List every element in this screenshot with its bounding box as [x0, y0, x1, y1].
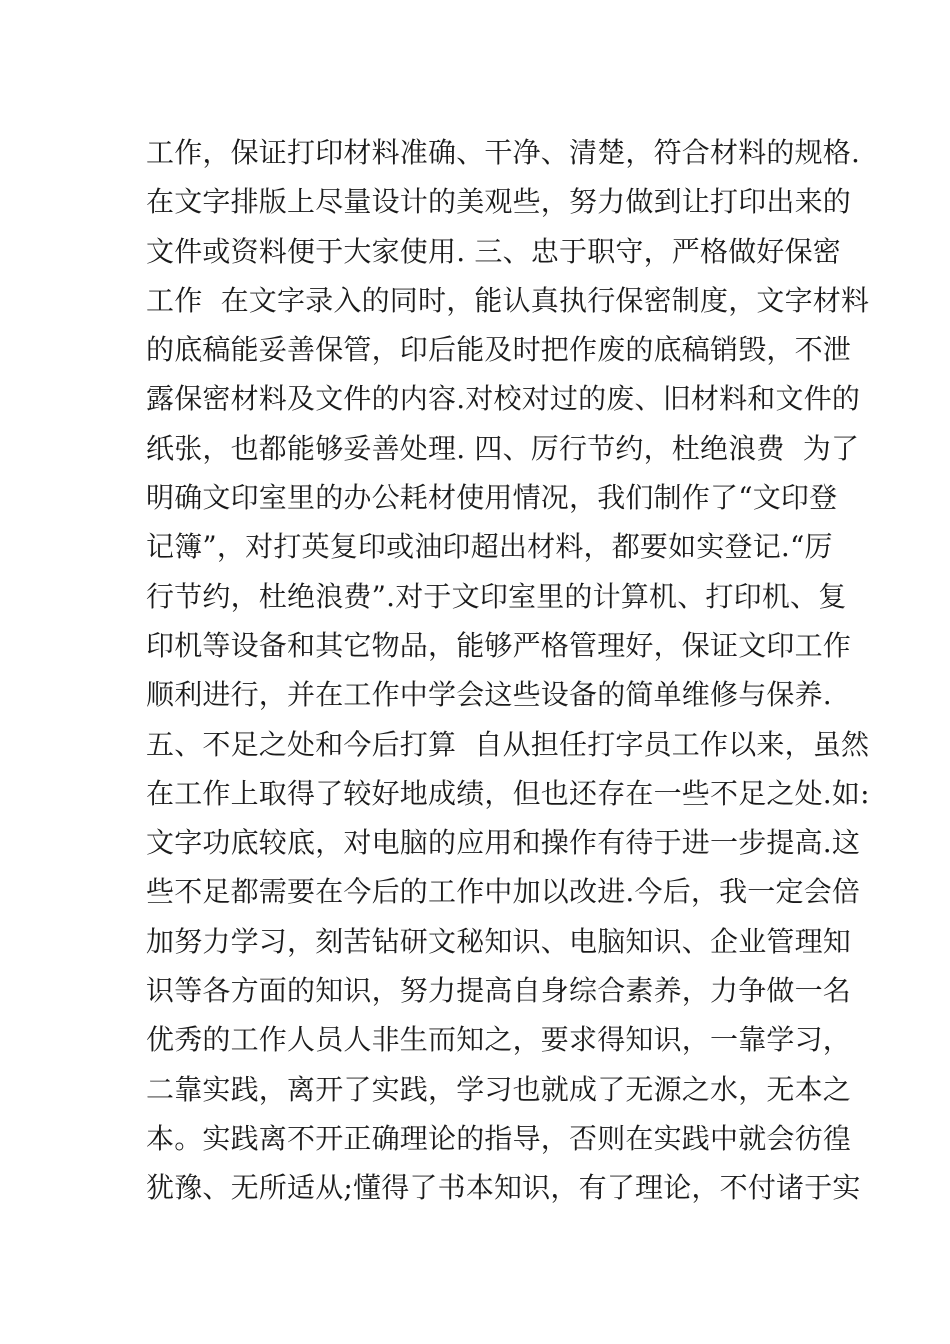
text-line: 工作，保证打印材料准确、干净、清楚，符合材料的规格. — [146, 136, 861, 169]
text-line: 文字功底较底，对电脑的应用和操作有待于进一步提高.这 — [146, 826, 861, 860]
text-line: 识等各方面的知识，努力提高自身综合素养，力争做一名 — [146, 974, 852, 1008]
text-line: 二靠实践，离开了实践，学习也就成了无源之水，无本之 — [146, 1072, 852, 1106]
text-line: 行节约，杜绝浪费”.对于文印室里的计算机、打印机、复 — [146, 579, 847, 613]
text-line: 在文字排版上尽量设计的美观些，努力做到让打印出来的 — [146, 185, 852, 219]
text-line: 纸张，也都能够妥善处理. 四、厉行节约，杜绝浪费 为了 — [146, 431, 860, 465]
text-line: 的底稿能妥善保管，印后能及时把作废的底稿销毁，不泄 — [146, 333, 852, 367]
text-line: 露保密材料及文件的内容.对校对过的废、旧材料和文件的 — [146, 382, 861, 416]
text-line: 五、不足之处和今后打算 自从担任打字员工作以来，虽然 — [146, 727, 870, 761]
text-line: 加努力学习，刻苦钻研文秘知识、电脑知识、企业管理知 — [146, 924, 852, 958]
text-line: 顺利进行，并在工作中学会这些设备的简单维修与保养. — [146, 678, 832, 712]
text-line: 明确文印室里的办公耗材使用情况，我们制作了“文印登 — [146, 481, 838, 515]
text-line: 记簿”，对打英复印或油印超出材料，都要如实登记.“厉 — [146, 530, 833, 564]
text-line: 些不足都需要在今后的工作中加以改进.今后，我一定会倍 — [146, 875, 861, 909]
text-line: 犹豫、无所适从;懂得了书本知识，有了理论，不付诸于实 — [146, 1171, 861, 1205]
text-line: 在工作上取得了较好地成绩，但也还存在一些不足之处.如: — [146, 776, 870, 810]
text-line: 优秀的工作人员人非生而知之，要求得知识，一靠学习， — [146, 1023, 852, 1057]
text-line: 本。实践离不开正确理论的指导，否则在实践中就会彷徨 — [146, 1121, 852, 1155]
body-text — [146, 128, 870, 1213]
text-line: 工作 在文字录入的同时，能认真执行保密制度，文字材料 — [146, 283, 870, 317]
text-line: 文件或资料便于大家使用. 三、忠于职守，严格做好保密 — [146, 234, 842, 268]
text-line: 印机等设备和其它物品，能够严格管理好，保证文印工作 — [146, 628, 852, 662]
